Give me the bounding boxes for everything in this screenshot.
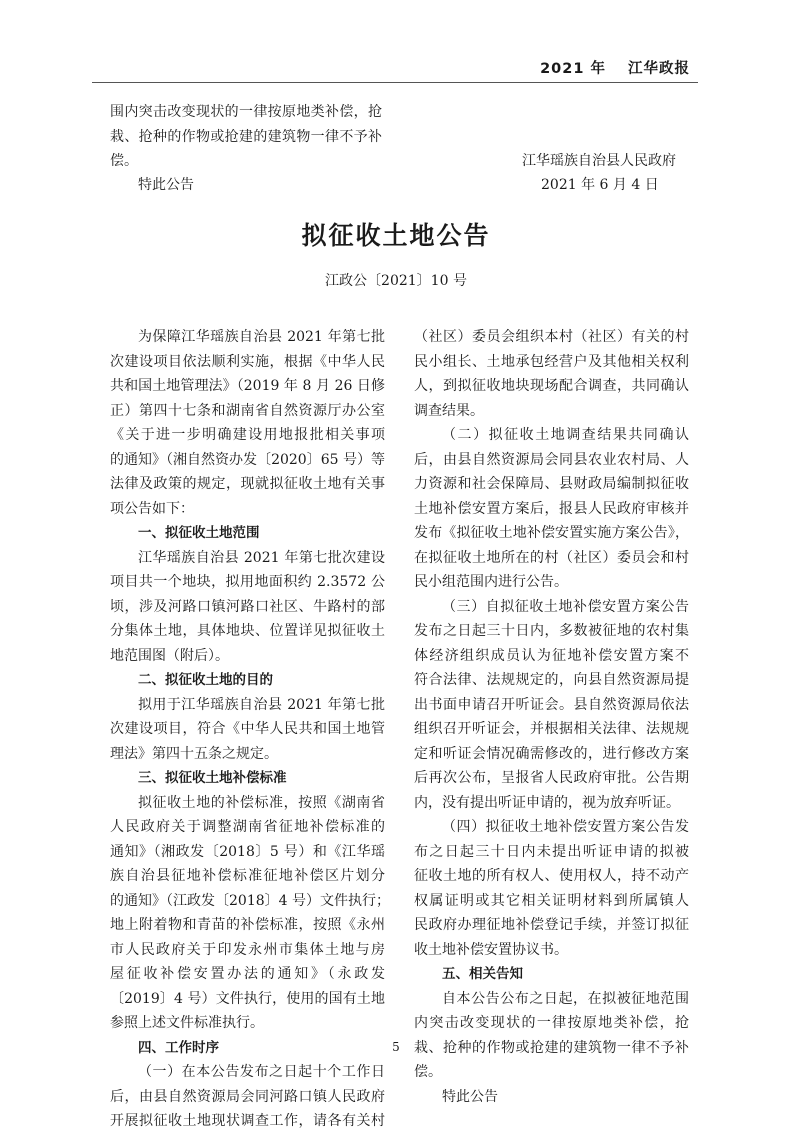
text-line: 开展拟征收土地现状调查工作，请各有关村 xyxy=(110,1113,385,1129)
text-line: 参照上述文件标准执行。 xyxy=(110,1015,264,1031)
text-line: 理法》第四十五条之规定。 xyxy=(110,745,278,762)
page-number: 5 xyxy=(392,1040,400,1054)
text-line: 项目共一个地块，拟用地面积约 2.3572 公 xyxy=(110,574,385,590)
text-line: 后，由县自然资源局会同县农业农村局、人 xyxy=(414,451,689,468)
section-heading: 三、拟征收土地补偿标准 xyxy=(138,770,287,786)
page-header xyxy=(92,52,698,83)
text-line: 地范围图（附后）。 xyxy=(110,647,229,664)
text-line: 内突击改变现状的一律按原地类补偿，抢 xyxy=(414,1015,689,1031)
text-line: 民小组长、土地承包经营户及其他相关权利 xyxy=(414,353,689,370)
doc-number: 江政公〔2021〕10 号 xyxy=(325,273,467,289)
text-line: 围内突击改变现状的一律按原地类补偿，抢 xyxy=(110,104,382,120)
text-line: 栽、抢种的作物或抢建的建筑物一律不予补 xyxy=(110,128,382,145)
text-line: 屋征收补偿安置办法的通知》（永政发 xyxy=(110,966,385,982)
text-line: 正）第四十七条和湖南省自然资源厅办公室 xyxy=(110,402,385,419)
text-line: 共和国土地管理法》（2019 年 8 月 26 日修 xyxy=(110,378,385,394)
section-heading: 二、拟征收土地的目的 xyxy=(138,672,273,688)
text-line: 地上附着物和青苗的补偿标准，按照《永州 xyxy=(110,917,385,933)
text-line: 偿。 xyxy=(414,1064,442,1080)
text-line: 的通知》（湘自然资办发〔2020〕65 号）等 xyxy=(110,451,385,468)
text-line: 人民政府关于调整湖南省征地补偿标准的 xyxy=(110,819,385,835)
section-heading: 四、工作时序 xyxy=(138,1039,219,1056)
header-text xyxy=(540,57,690,78)
text-line: 栽、抢种的作物或抢建的建筑物一律不予补 xyxy=(414,1039,689,1056)
text-line: 调查结果。 xyxy=(414,402,484,419)
text-line: 项公告如下： xyxy=(110,500,194,517)
section-heading: 五、相关告知 xyxy=(442,966,523,982)
text-line: 市人民政府关于印发永州市集体土地与房 xyxy=(110,941,385,958)
closing-text: 特此公告 xyxy=(442,1088,498,1105)
text-line: （四）拟征收土地补偿安置方案公告发 xyxy=(442,819,689,835)
text-line: 偿。 xyxy=(110,153,138,169)
text-line: 《关于进一步明确建设用地报批相关事项 xyxy=(110,427,385,443)
text-line: 出书面申请召开听证会。县自然资源局依法 xyxy=(414,696,689,713)
text-line: 人，到拟征收地块现场配合调查，共同确认 xyxy=(414,378,689,394)
text-line: 收土地补偿安置协议书。 xyxy=(414,941,568,958)
text-line: 顷，涉及河路口镇河路口社区、牛路村的部 xyxy=(110,598,385,615)
text-line: 的通知》（江政发〔2018〕4 号）文件执行； xyxy=(110,892,390,909)
text-line: 次建设项目，符合《中华人民共和国土地管 xyxy=(110,721,385,737)
right-column xyxy=(414,325,689,1109)
header-publication: 江华政报 xyxy=(628,61,690,77)
text-line: 为保障江华瑶族自治县 2021 年第七批 xyxy=(138,329,385,345)
text-line: 权属证明或其它相关证明材料到所属镇人 xyxy=(414,892,689,909)
text-line: 土地补偿安置方案后，报县人民政府审核并 xyxy=(414,500,689,517)
text-line: 后，由县自然资源局会同河路口镇人民政府 xyxy=(110,1088,385,1105)
text-line: （二）拟征收土地调查结果共同确认 xyxy=(442,427,689,443)
text-line: （社区）委员会组织本村（社区）有关的村 xyxy=(414,329,689,345)
top-issuer: 江华瑶族自治县人民政府 xyxy=(522,153,676,169)
text-line: 次建设项目依法顺利实施，根据《中华人民 xyxy=(110,353,385,370)
text-line: 通知》（湘政发〔2018〕5 号）和《江华瑶 xyxy=(110,843,385,860)
text-line: （一）在本公告发布之日起十个工作日 xyxy=(138,1064,385,1080)
header-year: 2021 年 xyxy=(540,61,606,77)
text-line: 分集体土地，具体地块、位置详见拟征收土 xyxy=(110,623,385,639)
text-line: 征收土地的所有权人、使用权人，持不动产 xyxy=(414,868,689,884)
text-line: （三）自拟征收土地补偿安置方案公告 xyxy=(442,598,689,615)
text-line: 定和听证会情况确需修改的，进行修改方案 xyxy=(414,745,689,762)
text-line: 发布《拟征收土地补偿安置实施方案公告》， xyxy=(414,525,689,541)
text-line: 民小组范围内进行公告。 xyxy=(414,574,568,590)
text-line: 族自治县征地补偿标准征地补偿区片划分 xyxy=(110,868,385,884)
top-continuation xyxy=(110,100,382,174)
text-line: 体经济组织成员认为征地补偿安置方案不 xyxy=(414,647,689,664)
text-line: 内，没有提出听证申请的，视为放弃听证。 xyxy=(414,794,680,811)
text-line: 法律及政策的规定，现就拟征收土地有关事 xyxy=(110,476,385,492)
top-closing: 特此公告 xyxy=(138,177,194,193)
text-line: 民政府办理征地补偿登记手续，并签订拟征 xyxy=(414,917,689,933)
text-line: 布之日起三十日内未提出听证申请的拟被 xyxy=(414,843,689,860)
text-line: 发布之日起三十日内，多数被征地的农村集 xyxy=(414,623,689,639)
text-line: 在拟征收土地所在的村（社区）委员会和村 xyxy=(414,549,689,566)
text-line: 江华瑶族自治县 2021 年第七批次建设 xyxy=(138,549,385,566)
section-heading: 一、拟征收土地范围 xyxy=(138,525,260,541)
top-date: 2021 年 6 月 4 日 xyxy=(541,177,659,193)
text-line: 〔2019〕4 号）文件执行，使用的国有土地 xyxy=(110,990,385,1007)
text-line: 自本公告公布之日起，在拟被征地范围 xyxy=(442,990,689,1007)
text-line: 力资源和社会保障局、县财政局编制拟征收 xyxy=(414,476,689,492)
left-column xyxy=(110,325,390,1134)
text-line: 组织召开听证会，并根据相关法律、法规规 xyxy=(414,721,689,737)
page-title: 拟征收土地公告 xyxy=(301,221,491,250)
text-line: 符合法律、法规规定的，向县自然资源局提 xyxy=(414,672,689,688)
text-line: 拟征收土地的补偿标准，按照《湖南省 xyxy=(138,794,385,811)
text-line: 后再次公布，呈报省人民政府审批。公告期 xyxy=(414,770,689,786)
text-line: 拟用于江华瑶族自治县 2021 年第七批 xyxy=(138,696,385,713)
